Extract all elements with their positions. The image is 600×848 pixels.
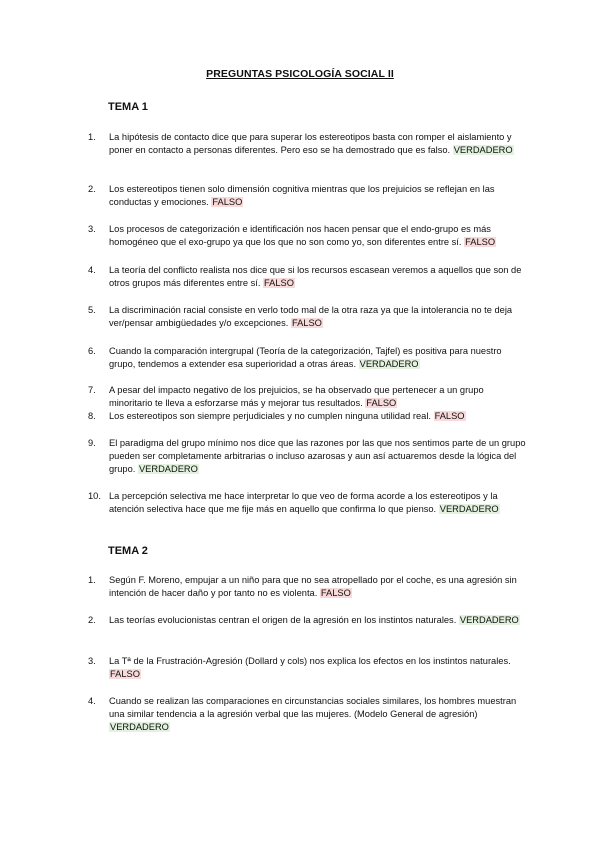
question-text: La Tª de la Frustración-Agresión (Dollard y cols) nos explica los efectos en los instintos naturales. [109,656,511,666]
section-heading-tema-1: TEMA 1 [108,101,148,113]
answer-badge: VERDADERO [110,722,169,732]
question-item [88,131,528,157]
question-number: 2. [88,184,96,194]
question-item [88,183,528,209]
question-item [88,264,528,290]
question-item [88,410,528,423]
question-number: 6. [88,346,96,356]
question-item [88,437,528,476]
question-text: Cuando se realizan las comparaciones en circunstancias sociales similares, los hombres muestran una similar tendencia a la agresión verbal que las mujeres. (Modelo General de agresión) [109,696,517,719]
question-text: A pesar del impacto negativo de los prejuicios, se ha observado que pertenecer a un grupo minoritario te lleva a esforzarse más y mejorar tus resultados. [109,385,484,408]
answer-badge: FALSO [366,398,397,408]
question-number: 3. [88,224,96,234]
answer-badge: VERDADERO [439,504,499,514]
section-heading-tema-2: TEMA 2 [108,545,148,557]
question-text: Los procesos de categorización e identificación nos hacen pensar que el endo-grupo es más homogéneo que el exo-grupo ya que los que no son como yo, son diferentes entre sí. [109,224,491,247]
answer-badge: VERDADERO [359,359,419,369]
question-item [88,223,528,249]
question-text: Los estereotipos son siempre perjudiciales y no cumplen ninguna utilidad real. [109,411,431,421]
answer-badge: FALSO [434,411,465,421]
question-text: La teoría del conflicto realista nos dice que si los recursos escasean veremos a aquellos que son de otros grupos más diferentes entre sí. [109,265,522,288]
question-text: La discriminación racial consiste en verlo todo mal de la otra raza ya que la intolerancia no te deja ver/pensar ambigüedades y/o excepciones. [109,305,513,328]
answer-badge: FALSO [320,588,351,598]
question-item [88,695,528,734]
question-number: 4. [88,696,96,706]
question-number: 7. [88,385,96,395]
document-title: PREGUNTAS PSICOLOGÍA SOCIAL II [206,68,394,80]
answer-badge: FALSO [264,278,294,288]
answer-badge: FALSO [465,237,496,247]
question-number: 9. [88,438,96,448]
question-item [88,490,528,516]
question-number: 1. [88,132,96,142]
answer-badge: VERDADERO [459,615,519,625]
question-text: Los estereotipos tienen solo dimensión cognitiva mientras que los prejuicios se reflejan en las conductas y emociones. [109,184,495,207]
question-number: 4. [88,265,96,275]
question-text: La hipótesis de contacto dice que para superar los estereotipos basta con romper el aislamiento y poner en contacto a personas diferentes. Pero eso se ha demostrado que es falso. [109,132,512,155]
answer-badge: FALSO [291,318,322,328]
answer-badge: VERDADERO [453,145,513,155]
question-item [88,345,528,371]
question-number: 2. [88,615,96,625]
question-text: Según F. Moreno, empujar a un niño para que no sea atropellado por el coche, es una agresión sin intención de hacer daño y por tanto no es violenta. [109,575,517,598]
question-text: El paradigma del grupo mínimo nos dice que las razones por las que nos sentimos parte de un grupo pueden ser completamente arbitrarias o incluso azarosas y aun así actuaremos desde la lógica del grupo. [109,438,526,474]
question-number: 5. [88,305,96,315]
question-text: Cuando la comparación intergrupal (Teoría de la categorización, Tajfel) es positiva para nuestro grupo, tendemos a extender esa superioridad a otras áreas. [109,346,502,369]
question-item [88,614,528,627]
question-number: 8. [88,411,96,421]
question-item [88,304,528,330]
answer-badge: FALSO [110,669,140,679]
answer-badge: FALSO [212,197,243,207]
question-number: 10. [88,491,101,501]
question-item [88,384,528,410]
question-text: La percepción selectiva me hace interpretar lo que veo de forma acorde a los estereotipos y la atención selectiva hace que me fije más en aquello que confirma lo que pienso. [109,491,498,514]
question-text: Las teorías evolucionistas centran el origen de la agresión en los instintos naturales. [109,615,457,625]
answer-badge: VERDADERO [138,464,198,474]
question-number: 1. [88,575,96,585]
question-item [88,655,528,681]
question-number: 3. [88,656,96,666]
question-item [88,574,528,600]
